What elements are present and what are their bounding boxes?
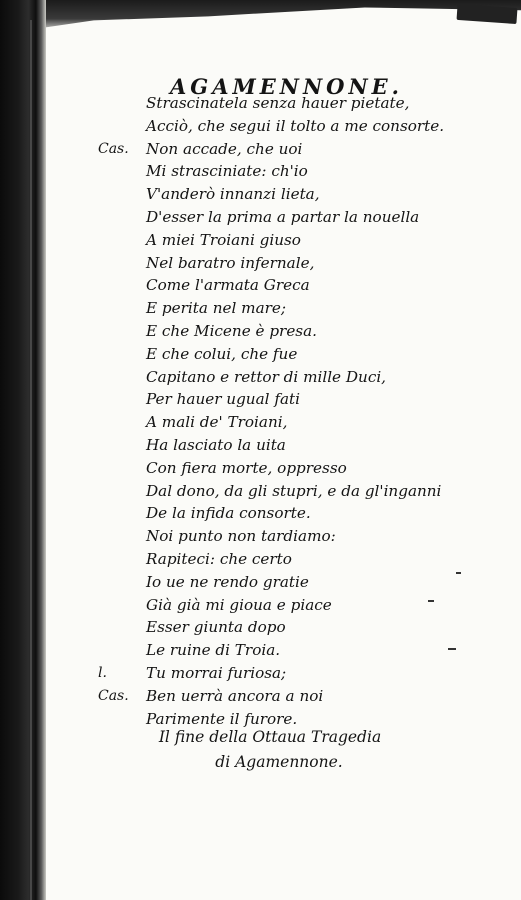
speaker-label: l. bbox=[98, 664, 107, 681]
verse-line bbox=[146, 366, 476, 389]
verse-text: Rapiteci: che certo bbox=[146, 549, 292, 568]
speaker-label: Cas. bbox=[98, 140, 129, 157]
verse-text: Ben uerrà ancora a noi bbox=[146, 686, 324, 705]
verse-text: Dal dono, da gli stupri, e da gl'inganni bbox=[146, 481, 442, 500]
colophon-line-1: Il fine della Ottaua Tragedia bbox=[158, 728, 382, 746]
verse-line bbox=[146, 548, 476, 571]
verse-line bbox=[146, 115, 476, 138]
verse-line bbox=[146, 206, 476, 229]
verse-text: Nel baratro infernale, bbox=[146, 253, 315, 272]
verse-line bbox=[146, 525, 476, 548]
verse-text: E che colui, che fue bbox=[146, 344, 298, 363]
verse-text: Mi strasciniate: ch'io bbox=[146, 162, 308, 181]
verse-text: Con fiera morte, oppresso bbox=[146, 458, 347, 477]
verse-text: Noi punto non tardiamo: bbox=[146, 527, 336, 546]
verse-text: Ha lasciato la uita bbox=[146, 435, 286, 454]
verse-line bbox=[146, 160, 476, 183]
colophon bbox=[120, 725, 420, 775]
verse-line bbox=[146, 411, 476, 434]
verse-text: A miei Troiani giuso bbox=[146, 230, 301, 249]
verse-text: E che Micene è presa. bbox=[146, 321, 317, 340]
ink-speck bbox=[428, 600, 434, 602]
verse-text: Le ruine di Troia. bbox=[146, 641, 281, 660]
verse-line bbox=[146, 388, 476, 411]
page-top-shadow bbox=[0, 0, 521, 34]
verse-line bbox=[98, 138, 476, 161]
verse-line bbox=[146, 457, 476, 480]
speaker-label: Cas. bbox=[98, 687, 129, 704]
verse-block bbox=[98, 92, 476, 730]
verse-text: Per hauer ugual fati bbox=[146, 390, 300, 409]
ink-speck bbox=[456, 572, 461, 574]
verse-text: Già già mi gioua e piace bbox=[146, 595, 332, 614]
verse-text: Acciò, che segui il tolto a me consorte. bbox=[146, 116, 445, 135]
verse-text: A mali de' Troiani, bbox=[146, 413, 288, 432]
verse-text: Tu morrai furiosa; bbox=[146, 663, 287, 682]
verse-text: Come l'armata Greca bbox=[146, 276, 310, 295]
verse-line bbox=[146, 343, 476, 366]
verse-line bbox=[146, 434, 476, 457]
running-head: AGAMENNONE. bbox=[170, 74, 403, 99]
verse-line bbox=[98, 685, 476, 708]
verse-text: Non accade, che uoi bbox=[146, 139, 303, 158]
verse-line bbox=[146, 616, 476, 639]
verse-text: Capitano e rettor di mille Duci, bbox=[146, 367, 387, 386]
verse-line bbox=[146, 571, 476, 594]
verse-line bbox=[146, 252, 476, 275]
verse-line bbox=[146, 183, 476, 206]
verse-line bbox=[146, 639, 476, 662]
verse-text: Parimente il furore. bbox=[146, 709, 298, 728]
page-corner-damage bbox=[457, 4, 518, 24]
verse-line bbox=[146, 274, 476, 297]
binding-crease bbox=[30, 20, 32, 900]
verse-line bbox=[98, 662, 476, 685]
ink-speck bbox=[448, 648, 456, 650]
verse-line bbox=[146, 229, 476, 252]
verse-text: Esser giunta dopo bbox=[146, 618, 286, 637]
verse-text: Strascinatela senza hauer pietate, bbox=[146, 94, 410, 112]
verse-text: De la infida consorte. bbox=[146, 504, 311, 523]
colophon-line-2: di Agamennone. bbox=[215, 753, 343, 771]
verse-line bbox=[146, 502, 476, 525]
verse-line bbox=[146, 320, 476, 343]
verse-text: V'anderò innanzi lieta, bbox=[146, 185, 320, 204]
verse-text: Io ue ne rendo gratie bbox=[146, 572, 309, 591]
verse-line bbox=[146, 297, 476, 320]
verse-line bbox=[146, 480, 476, 503]
verse-text: D'esser la prima a partar la nouella bbox=[146, 207, 420, 226]
verse-text: E perita nel mare; bbox=[146, 299, 287, 318]
book-binding-gutter bbox=[0, 0, 46, 900]
verse-line bbox=[146, 594, 476, 617]
verse-line bbox=[146, 92, 476, 115]
